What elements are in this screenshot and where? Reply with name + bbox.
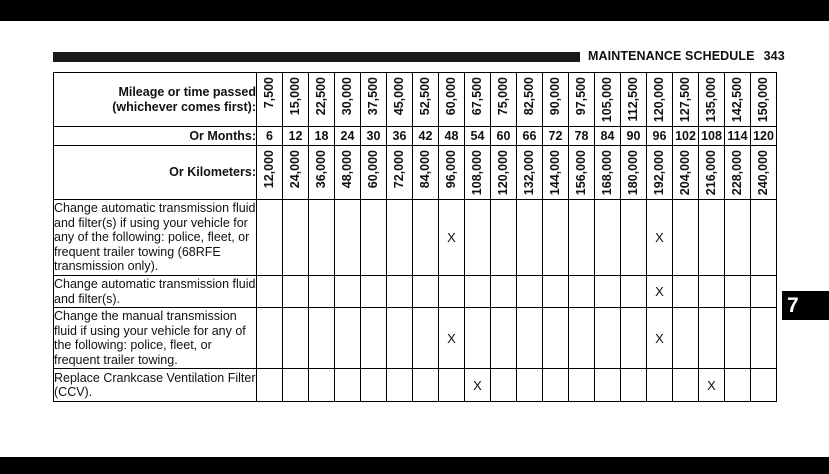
schedule-mark (309, 369, 335, 402)
task-description: Change the manual transmission fluid if using your vehicle for any of the following: police, fleet, or frequent trailer towing. (54, 308, 257, 369)
kilometers-cell (569, 146, 595, 200)
mileage-cell (517, 73, 543, 127)
schedule-mark (751, 369, 777, 402)
schedule-mark (491, 200, 517, 276)
months-value: 6 (257, 127, 283, 146)
kilometers-cell (491, 146, 517, 200)
schedule-mark (569, 369, 595, 402)
schedule-mark (257, 276, 283, 308)
mileage-cell (439, 73, 465, 127)
mileage-cell (751, 73, 777, 127)
kilometers-cell (725, 146, 751, 200)
schedule-mark (465, 276, 491, 308)
schedule-mark: X (465, 369, 491, 402)
kilometers-cell (465, 146, 491, 200)
schedule-mark: X (439, 308, 465, 369)
schedule-mark: X (699, 369, 725, 402)
schedule-mark (595, 308, 621, 369)
page-number: 343 (763, 49, 785, 63)
kilometers-cell (543, 146, 569, 200)
schedule-mark (387, 308, 413, 369)
months-label: Or Months: (54, 127, 257, 146)
kilometers-value: 36,000 (314, 150, 328, 189)
schedule-mark (725, 200, 751, 276)
mileage-cell (595, 73, 621, 127)
mileage-value: 22,500 (314, 77, 328, 116)
maintenance-schedule-table (53, 72, 777, 402)
header-rule (53, 52, 580, 62)
mileage-cell (283, 73, 309, 127)
months-value: 42 (413, 127, 439, 146)
kilometers-cell (751, 146, 777, 200)
kilometers-value: 216,000 (704, 150, 718, 196)
mileage-label: Mileage or time passed (whichever comes first): (54, 73, 257, 127)
schedule-mark (465, 200, 491, 276)
months-value: 24 (335, 127, 361, 146)
mileage-value: 67,500 (470, 77, 484, 116)
schedule-mark (439, 369, 465, 402)
schedule-mark (569, 200, 595, 276)
schedule-mark (439, 276, 465, 308)
schedule-mark (387, 369, 413, 402)
schedule-mark (309, 308, 335, 369)
kilometers-value: 228,000 (730, 150, 744, 196)
schedule-mark (361, 369, 387, 402)
kilometers-row (54, 146, 777, 200)
schedule-mark (283, 308, 309, 369)
mileage-value: 97,500 (574, 77, 588, 116)
schedule-mark (387, 200, 413, 276)
months-value: 120 (751, 127, 777, 146)
schedule-mark (361, 276, 387, 308)
months-value: 90 (621, 127, 647, 146)
schedule-mark (725, 308, 751, 369)
top-black-band (0, 0, 829, 21)
schedule-mark: X (439, 200, 465, 276)
schedule-mark (595, 276, 621, 308)
kilometers-cell (647, 146, 673, 200)
mileage-cell (543, 73, 569, 127)
mileage-value: 37,500 (366, 77, 380, 116)
months-value: 12 (283, 127, 309, 146)
schedule-mark (725, 369, 751, 402)
kilometers-cell (673, 146, 699, 200)
schedule-mark (699, 308, 725, 369)
schedule-mark (309, 276, 335, 308)
kilometers-value: 24,000 (288, 150, 302, 189)
table-row (54, 276, 777, 308)
schedule-mark (361, 200, 387, 276)
kilometers-value: 72,000 (392, 150, 406, 189)
schedule-mark (517, 276, 543, 308)
kilometers-cell (699, 146, 725, 200)
schedule-mark (569, 308, 595, 369)
schedule-mark (257, 308, 283, 369)
mileage-row (54, 73, 777, 127)
mileage-value: 75,000 (496, 77, 510, 116)
mileage-cell (725, 73, 751, 127)
schedule-mark (595, 200, 621, 276)
schedule-mark (257, 200, 283, 276)
kilometers-cell (361, 146, 387, 200)
table-row (54, 308, 777, 369)
kilometers-value: 96,000 (444, 150, 458, 189)
task-description: Change automatic transmission fluid and filter(s). (54, 277, 256, 306)
mileage-value: 15,000 (288, 77, 302, 116)
mileage-value: 82,500 (522, 77, 536, 116)
schedule-mark (673, 200, 699, 276)
kilometers-value: 192,000 (652, 150, 666, 196)
kilometers-cell (257, 146, 283, 200)
schedule-mark (595, 369, 621, 402)
months-value: 102 (673, 127, 699, 146)
schedule-mark: X (647, 276, 673, 308)
schedule-mark (673, 308, 699, 369)
kilometers-value: 240,000 (756, 150, 770, 196)
mileage-value: 120,000 (652, 77, 666, 123)
kilometers-value: 120,000 (496, 150, 510, 196)
schedule-mark: X (647, 200, 673, 276)
mileage-cell (673, 73, 699, 127)
mileage-value: 127,500 (678, 77, 692, 123)
months-value: 108 (699, 127, 725, 146)
months-value: 72 (543, 127, 569, 146)
months-value: 60 (491, 127, 517, 146)
schedule-mark (335, 369, 361, 402)
schedule-mark (257, 369, 283, 402)
schedule-mark (751, 200, 777, 276)
kilometers-value: 168,000 (600, 150, 614, 196)
kilometers-cell (595, 146, 621, 200)
schedule-mark (335, 308, 361, 369)
months-value: 84 (595, 127, 621, 146)
mileage-value: 52,500 (418, 77, 432, 116)
kilometers-value: 144,000 (548, 150, 562, 196)
schedule-mark: X (647, 308, 673, 369)
schedule-mark (647, 369, 673, 402)
kilometers-value: 180,000 (626, 150, 640, 196)
schedule-mark (543, 200, 569, 276)
schedule-mark (491, 308, 517, 369)
kilometers-value: 204,000 (678, 150, 692, 196)
months-value: 114 (725, 127, 751, 146)
mileage-cell (699, 73, 725, 127)
mileage-value: 150,000 (756, 77, 770, 123)
kilometers-value: 12,000 (262, 150, 276, 189)
schedule-mark (491, 369, 517, 402)
months-value: 18 (309, 127, 335, 146)
schedule-mark (335, 200, 361, 276)
schedule-mark (725, 276, 751, 308)
schedule-mark (491, 276, 517, 308)
months-row (54, 127, 777, 146)
months-value: 36 (387, 127, 413, 146)
schedule-mark (543, 276, 569, 308)
schedule-mark (673, 276, 699, 308)
schedule-mark (751, 308, 777, 369)
months-value: 96 (647, 127, 673, 146)
mileage-cell (387, 73, 413, 127)
mileage-cell (361, 73, 387, 127)
schedule-mark (543, 308, 569, 369)
kilometers-cell (283, 146, 309, 200)
mileage-cell (647, 73, 673, 127)
schedule-mark (621, 200, 647, 276)
mileage-cell (569, 73, 595, 127)
schedule-mark (517, 200, 543, 276)
months-value: 48 (439, 127, 465, 146)
task-description: Change automatic transmission fluid and filter(s) if using your vehicle for any of the following: police, fleet, or frequent trailer towing (68RFE transmission only). (54, 200, 257, 276)
schedule-mark (699, 200, 725, 276)
schedule-mark (413, 276, 439, 308)
kilometers-cell (387, 146, 413, 200)
schedule-mark (361, 308, 387, 369)
months-value: 78 (569, 127, 595, 146)
mileage-value: 90,000 (548, 77, 562, 116)
schedule-mark (517, 308, 543, 369)
mileage-cell (309, 73, 335, 127)
schedule-mark (751, 276, 777, 308)
kilometers-cell (413, 146, 439, 200)
mileage-value: 60,000 (444, 77, 458, 116)
kilometers-cell (621, 146, 647, 200)
kilometers-cell (309, 146, 335, 200)
mileage-cell (491, 73, 517, 127)
schedule-mark (283, 276, 309, 308)
months-value: 30 (361, 127, 387, 146)
schedule-mark (387, 276, 413, 308)
schedule-mark (673, 369, 699, 402)
schedule-mark (569, 276, 595, 308)
kilometers-label: Or Kilometers: (54, 146, 257, 200)
months-value: 66 (517, 127, 543, 146)
mileage-value: 142,500 (730, 77, 744, 123)
schedule-mark (465, 308, 491, 369)
kilometers-value: 60,000 (366, 150, 380, 189)
schedule-mark (283, 369, 309, 402)
kilometers-value: 84,000 (418, 150, 432, 189)
bottom-black-band (0, 457, 829, 474)
mileage-value: 7,500 (262, 77, 276, 109)
running-head-title: MAINTENANCE SCHEDULE (588, 49, 755, 63)
schedule-mark (621, 276, 647, 308)
schedule-mark (699, 276, 725, 308)
schedule-mark (543, 369, 569, 402)
mileage-value: 112,500 (626, 77, 640, 122)
table-row (54, 369, 777, 402)
mileage-cell (413, 73, 439, 127)
schedule-mark (413, 200, 439, 276)
task-description: Replace Crankcase Ventilation Filter (CCV). (54, 369, 257, 402)
schedule-mark (621, 308, 647, 369)
mileage-cell (335, 73, 361, 127)
mileage-cell (257, 73, 283, 127)
kilometers-value: 108,000 (470, 150, 484, 196)
schedule-mark (413, 308, 439, 369)
section-tab: 7 (782, 291, 829, 320)
kilometers-value: 132,000 (522, 150, 536, 196)
schedule-mark (309, 200, 335, 276)
schedule-mark (517, 369, 543, 402)
mileage-cell (621, 73, 647, 127)
schedule-mark (621, 369, 647, 402)
schedule-mark (335, 276, 361, 308)
mileage-value: 30,000 (340, 77, 354, 116)
mileage-value: 105,000 (600, 77, 614, 123)
schedule-mark (413, 369, 439, 402)
kilometers-cell (517, 146, 543, 200)
months-value: 54 (465, 127, 491, 146)
kilometers-value: 48,000 (340, 150, 354, 189)
running-head (588, 49, 785, 63)
kilometers-cell (439, 146, 465, 200)
table-row (54, 200, 777, 276)
mileage-value: 45,000 (392, 77, 406, 116)
mileage-cell (465, 73, 491, 127)
schedule-mark (283, 200, 309, 276)
kilometers-value: 156,000 (574, 150, 588, 196)
kilometers-cell (335, 146, 361, 200)
mileage-value: 135,000 (704, 77, 718, 123)
